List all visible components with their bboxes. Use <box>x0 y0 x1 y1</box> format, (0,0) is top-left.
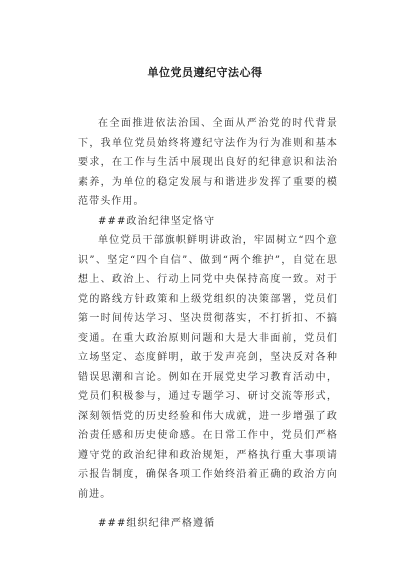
document-body <box>78 114 338 534</box>
section-body-political-discipline: 单位党员干部旗帜鲜明讲政治，牢固树立“四个意识”、坚定“四个自信”、做到“两个维护”，自觉在思想上、政治上、行动上同党中央保持高度一致。对于党的路线方针政策和上级党组织的决策部署，党员们第一时间传达学习、坚决贯彻落实，不打折扣、不搞变通。在重大政治原则问题和大是大非面前，党员们立场坚定、态度鲜明，敢于发声亮剑，坚决反对各种错误思潮和言论。例如在开展党史学习教育活动中，党员们积极参与，通过专题学习、研讨交流等形式，深刻领悟党的历史经验和伟大成就，进一步增强了政治责任感和历史使命感。在日常工作中，党员们严格遵守党的政治纪律和政治规矩，严格执行重大事项请示报告制度，确保各项工作始终沿着正确的政治方向前进。 <box>78 235 338 500</box>
intro-paragraph: 在全面推进依法治国、全面从严治党的时代背景下，我单位党员始终将遵纪守法作为行为准则和基本要求，在工作与生活中展现出良好的纪律意识和法治素养，为单位的稳定发展与和谐进步发挥了重要的模范带头作用。 <box>78 118 338 207</box>
section-gap <box>78 504 338 514</box>
section-heading-organizational-discipline: ###组织纪律严格遵循 <box>98 518 216 529</box>
document-title: 单位党员遵纪守法心得 <box>147 66 263 79</box>
section-heading-political-discipline: ###政治纪律坚定恪守 <box>98 215 216 227</box>
